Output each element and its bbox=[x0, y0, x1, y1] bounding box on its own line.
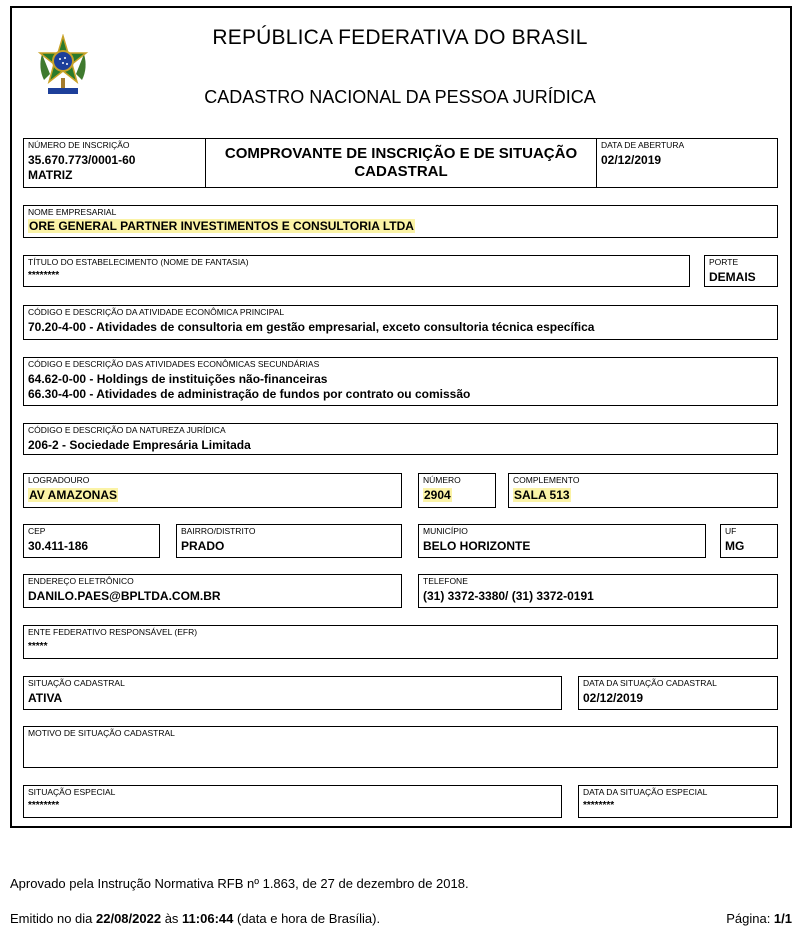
uf-label: UF bbox=[725, 526, 737, 536]
situacao-box bbox=[23, 676, 562, 710]
bairro-label: BAIRRO/DISTRITO bbox=[181, 526, 256, 536]
uf-value: MG bbox=[725, 539, 745, 553]
porte-label: PORTE bbox=[709, 257, 739, 267]
natureza-juridica-box bbox=[23, 423, 778, 455]
data-situacao-value: 02/12/2019 bbox=[583, 691, 644, 705]
efr-box bbox=[23, 625, 778, 659]
complemento-row bbox=[513, 488, 571, 502]
efr-label: ENTE FEDERATIVO RESPONSÁVEL (EFR) bbox=[28, 627, 198, 637]
porte-box bbox=[704, 255, 778, 287]
data-situacao-label: DATA DA SITUAÇÃO CADASTRAL bbox=[583, 678, 717, 688]
pagina-value: 1/1 bbox=[773, 911, 792, 926]
nome-empresarial-label: NOME EMPRESARIAL bbox=[28, 207, 117, 217]
fantasia-value: ******** bbox=[28, 270, 60, 281]
email-box bbox=[23, 574, 402, 608]
email-label: ENDEREÇO ELETRÔNICO bbox=[28, 576, 134, 586]
complemento-box bbox=[508, 473, 778, 508]
natureza-juridica-value: 206-2 - Sociedade Empresária Limitada bbox=[28, 438, 251, 452]
emitido-prefix: Emitido no dia bbox=[10, 911, 96, 926]
abertura-value: 02/12/2019 bbox=[601, 153, 662, 167]
page-subtitle: CADASTRO NACIONAL DA PESSOA JURÍDICA bbox=[204, 87, 596, 107]
numero-row bbox=[423, 488, 452, 502]
inscricao-box bbox=[23, 138, 206, 188]
cep-value: 30.411-186 bbox=[28, 539, 89, 553]
inscricao-tipo: MATRIZ bbox=[28, 168, 73, 182]
comprovante-title-line2: CADASTRAL bbox=[354, 163, 448, 180]
fantasia-box bbox=[23, 255, 690, 287]
cep-label: CEP bbox=[28, 526, 46, 536]
atividade-secundaria-1: 64.62-0-00 - Holdings de instituições não-financeiras bbox=[28, 372, 328, 386]
uf-box bbox=[720, 524, 778, 558]
email-value: DANILO.PAES@BPLTDA.COM.BR bbox=[28, 589, 221, 603]
efr-value: ***** bbox=[28, 641, 48, 652]
emitido-date: 22/08/2022 bbox=[96, 911, 162, 926]
situacao-label: SITUAÇÃO CADASTRAL bbox=[28, 678, 125, 688]
atividade-principal-box bbox=[23, 305, 778, 340]
municipio-label: MUNICÍPIO bbox=[423, 526, 468, 536]
abertura-label: DATA DE ABERTURA bbox=[601, 140, 685, 150]
atividade-principal-label: CÓDIGO E DESCRIÇÃO DA ATIVIDADE ECONÔMICA PRINCIPAL bbox=[28, 307, 285, 317]
atividade-secundaria-2: 66.30-4-00 - Atividades de administração de fundos por contrato ou comissão bbox=[28, 387, 471, 401]
nome-empresarial-value: ORE GENERAL PARTNER INVESTIMENTOS E CONSULTORIA LTDA bbox=[29, 219, 414, 233]
data-situacao-box bbox=[578, 676, 778, 710]
logradouro-box bbox=[23, 473, 402, 508]
abertura-box bbox=[596, 138, 778, 188]
complemento-label: COMPLEMENTO bbox=[513, 475, 580, 485]
nome-empresarial-box bbox=[23, 205, 778, 238]
data-situacao-especial-box bbox=[578, 785, 778, 818]
numero-box bbox=[418, 473, 496, 508]
fantasia-label: TÍTULO DO ESTABELECIMENTO (NOME DE FANTASIA) bbox=[28, 257, 249, 267]
situacao-value: ATIVA bbox=[28, 691, 63, 705]
telefone-label: TELEFONE bbox=[423, 576, 468, 586]
pagina-label: Página: bbox=[726, 911, 774, 926]
numero-label: NÚMERO bbox=[423, 475, 461, 485]
comprovante-title bbox=[206, 145, 596, 181]
motivo-box bbox=[23, 726, 778, 768]
natureza-juridica-label: CÓDIGO E DESCRIÇÃO DA NATUREZA JURÍDICA bbox=[28, 425, 226, 435]
municipio-value: BELO HORIZONTE bbox=[423, 539, 531, 553]
situacao-especial-value: ******** bbox=[28, 800, 60, 811]
inscricao-numero: 35.670.773/0001-60 bbox=[28, 153, 136, 167]
atividades-secundarias-box bbox=[23, 357, 778, 406]
pagina-indicator bbox=[726, 911, 792, 926]
atividades-secundarias-label: CÓDIGO E DESCRIÇÃO DAS ATIVIDADES ECONÔMICAS SECUNDÁRIAS bbox=[28, 359, 320, 369]
aprovado-text: Aprovado pela Instrução Normativa RFB nº 1.863, de 27 de dezembro de 2018. bbox=[10, 876, 469, 891]
emitido-time: 11:06:44 bbox=[182, 911, 234, 926]
inscricao-label: NÚMERO DE INSCRIÇÃO bbox=[28, 140, 130, 150]
numero-value: 2904 bbox=[424, 488, 451, 502]
porte-value: DEMAIS bbox=[709, 270, 756, 284]
comprovante-title-line1: COMPROVANTE DE INSCRIÇÃO E DE SITUAÇÃO bbox=[224, 145, 578, 162]
page-title: REPÚBLICA FEDERATIVA DO BRASIL bbox=[212, 26, 588, 49]
bairro-box bbox=[176, 524, 402, 558]
emitido-suffix: (data e hora de Brasília). bbox=[233, 911, 381, 926]
situacao-especial-box bbox=[23, 785, 562, 818]
situacao-especial-label: SITUAÇÃO ESPECIAL bbox=[28, 787, 116, 797]
motivo-label: MOTIVO DE SITUAÇÃO CADASTRAL bbox=[28, 728, 175, 738]
data-situacao-especial-value: ******** bbox=[583, 800, 615, 811]
atividade-principal-value: 70.20-4-00 - Atividades de consultoria em gestão empresarial, exceto consultoria técnica específica bbox=[28, 320, 595, 334]
nome-empresarial-row bbox=[28, 219, 415, 233]
data-situacao-especial-label: DATA DA SITUAÇÃO ESPECIAL bbox=[583, 787, 708, 797]
logradouro-value: AV AMAZONAS bbox=[29, 488, 117, 502]
complemento-value: SALA 513 bbox=[514, 488, 570, 502]
cep-box bbox=[23, 524, 160, 558]
bairro-value: PRADO bbox=[181, 539, 225, 553]
municipio-box bbox=[418, 524, 706, 558]
telefone-value: (31) 3372-3380/ (31) 3372-0191 bbox=[423, 589, 594, 603]
telefone-box bbox=[418, 574, 778, 608]
logradouro-label: LOGRADOURO bbox=[28, 475, 90, 485]
emitido-mid: às bbox=[161, 911, 183, 926]
comprovante-title-box bbox=[205, 138, 597, 188]
emitido-text bbox=[10, 911, 380, 926]
logradouro-row bbox=[28, 488, 118, 502]
